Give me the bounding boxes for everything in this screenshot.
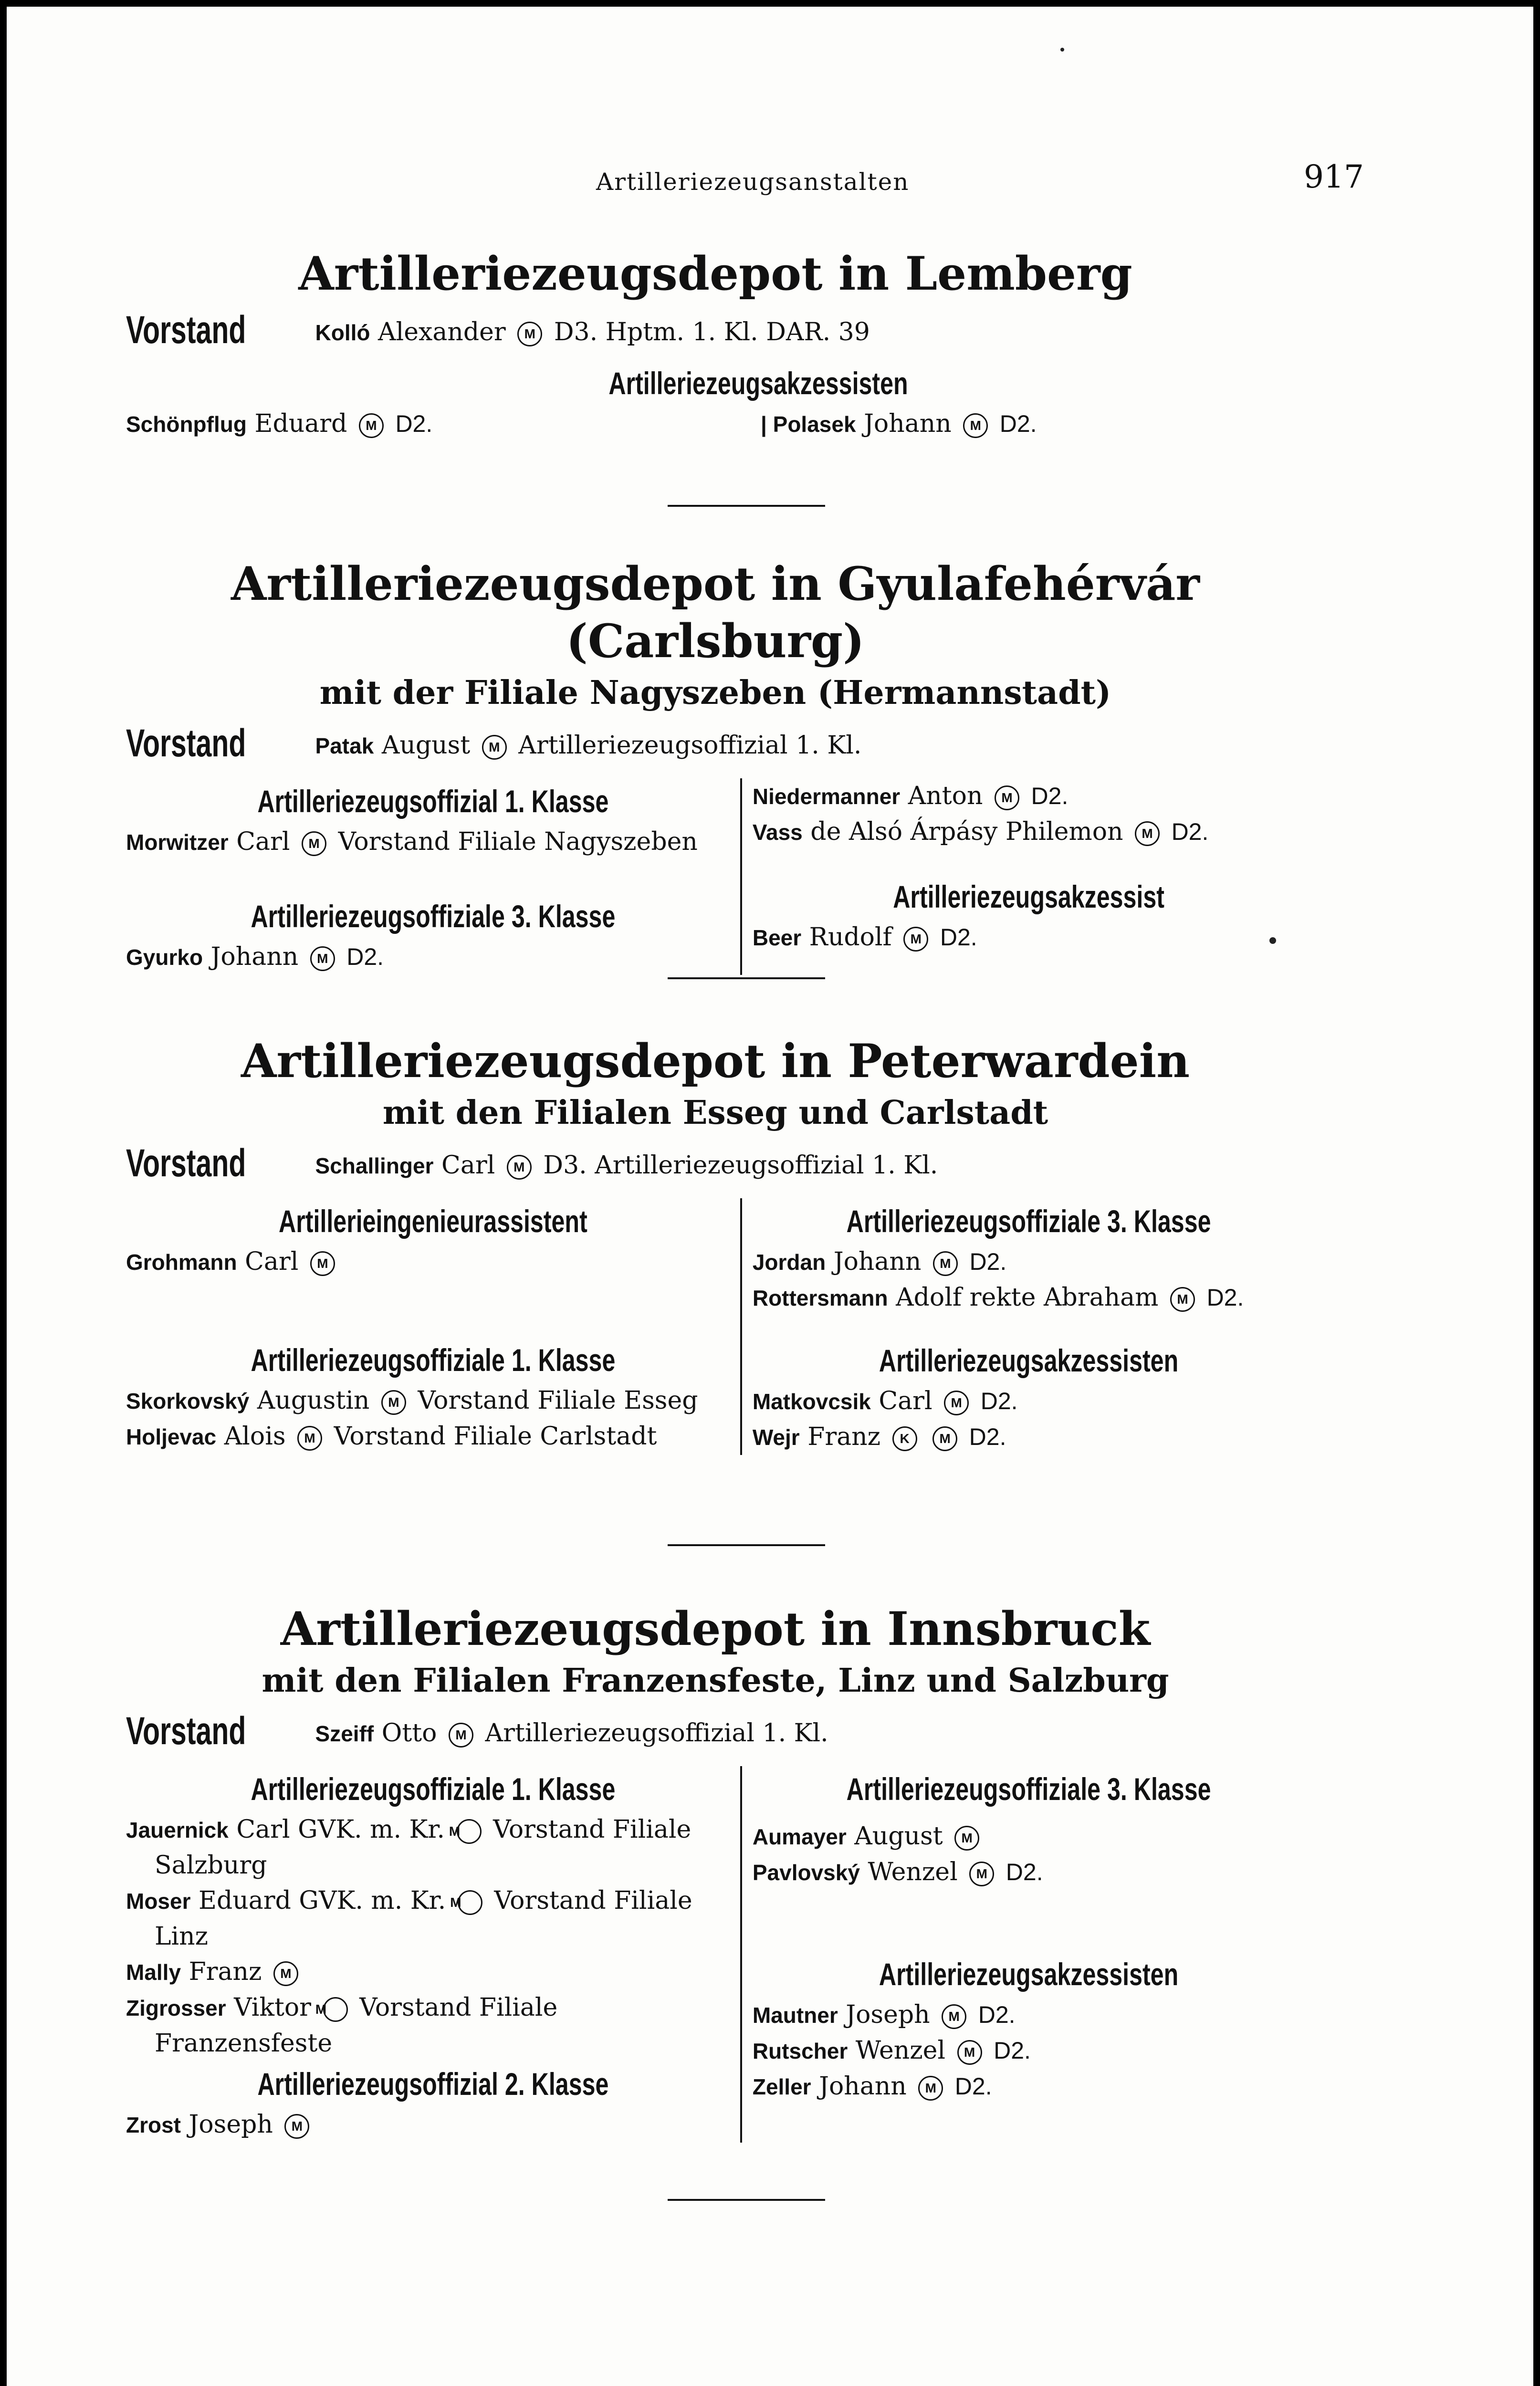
- category-heading: Artilleriezeugsoffiziale 3. Klasse: [251, 899, 616, 934]
- firstname: Adolf rekte Abraham: [896, 1283, 1159, 1312]
- firstname: Franz: [807, 1423, 881, 1451]
- remark: Vorstand Filiale Salzburg: [155, 1815, 691, 1880]
- section-peterwardein: [126, 1033, 1305, 1455]
- military-merit-icon: M: [323, 1997, 348, 2022]
- firstname: Wenzel: [868, 1858, 958, 1886]
- surname: Wejr: [752, 1425, 800, 1450]
- section-gyulafehervar: [126, 555, 1305, 975]
- list-item: [742, 406, 1037, 442]
- list-item: [126, 1990, 740, 2061]
- vorstand-line: [126, 724, 1305, 765]
- military-merit-icon: M: [310, 946, 335, 971]
- right-column: [742, 778, 1305, 975]
- surname: Pavlovský: [752, 1860, 860, 1885]
- grade-code: D2.: [978, 2001, 1016, 2028]
- section-innsbruck: [126, 1601, 1305, 2143]
- list-item: [753, 1854, 1305, 1890]
- section-subtitle: mit den Filialen Franzensfeste, Linz und Salzburg: [262, 1662, 1169, 1700]
- right-column: [742, 1766, 1305, 2143]
- spacer: [753, 850, 1305, 874]
- two-column-list: [126, 778, 1305, 975]
- remark: Vorstand Filiale Franzensfeste: [155, 1993, 558, 2058]
- category-heading: Artilleriezeugsakzessisten: [879, 1957, 1179, 1992]
- list-item: [126, 1883, 740, 1954]
- grade-code: D2.: [1171, 818, 1209, 845]
- firstname: Carl GVK. m. Kr.: [236, 1815, 445, 1844]
- two-column-list: [126, 1198, 1305, 1455]
- section-title: Artilleriezeugsdepot in Lemberg: [298, 247, 1132, 301]
- vorstand-rank: Artilleriezeugsoffizial 1. Kl.: [518, 731, 862, 760]
- list-item: [753, 2033, 1305, 2069]
- military-merit-icon: M: [957, 2040, 982, 2065]
- grade-code: D2.: [954, 2073, 992, 2100]
- list-item: [126, 2107, 740, 2143]
- firstname: August: [854, 1822, 943, 1851]
- firstname: Carl: [879, 1387, 932, 1415]
- surname: Niedermanner: [752, 784, 901, 809]
- vorstand-surname: Patak: [315, 733, 374, 758]
- page-number: 917: [1304, 158, 1364, 195]
- vorstand-line: [126, 1709, 1305, 1753]
- section-subtitle: mit den Filialen Esseg und Carlstadt: [382, 1094, 1048, 1132]
- vorstand-firstname: Carl: [441, 1151, 495, 1180]
- firstname: Wenzel: [855, 2036, 946, 2065]
- remark: Vorstand Filiale Esseg: [418, 1386, 698, 1415]
- vorstand-firstname: Otto: [381, 1719, 437, 1748]
- military-merit-icon: M: [449, 1723, 473, 1748]
- firstname: Alois: [224, 1422, 286, 1451]
- grade-code: D2.: [969, 1248, 1007, 1275]
- two-column-list: [126, 1766, 1305, 2143]
- firstname: Rudolf: [809, 923, 892, 952]
- list-item: [753, 814, 1305, 850]
- military-merit-icon: M: [903, 927, 928, 952]
- surname: Beer: [752, 925, 802, 950]
- category-heading: Artilleriezeugsoffiziale 3. Klasse: [846, 1771, 1211, 1807]
- category-heading: Artilleriezeugsoffizial 2. Klasse: [257, 2066, 609, 2102]
- military-merit-icon: M: [1135, 821, 1160, 846]
- military-merit-icon: M: [918, 2076, 943, 2101]
- running-head: Artilleriezeugsanstalten: [596, 168, 910, 196]
- surname: Mally: [126, 1960, 181, 1985]
- surname: Skorkovský: [126, 1389, 250, 1413]
- section-lemberg: [126, 245, 1305, 442]
- list-item: [126, 1244, 740, 1280]
- remark: Vorstand Filiale Linz: [155, 1886, 692, 1951]
- list-item: [126, 939, 740, 975]
- remark: Vorstand Filiale Nagyszeben: [338, 827, 698, 856]
- firstname: Augustin: [257, 1386, 370, 1415]
- spacer: [753, 1890, 1305, 1951]
- military-merit-icon: M: [1170, 1287, 1195, 1312]
- military-merit-icon: M: [273, 1961, 298, 1986]
- military-merit-icon: M: [458, 1890, 482, 1915]
- list-item: [126, 1812, 740, 1883]
- list-item: [753, 1280, 1305, 1316]
- entry-row: [126, 406, 1305, 442]
- grade-code: D2.: [999, 410, 1037, 437]
- section-divider: [668, 1544, 825, 1546]
- list-item: [126, 1419, 740, 1455]
- surname: Gyurko: [126, 945, 203, 970]
- surname: Mautner: [752, 2003, 838, 2028]
- firstname: Carl: [236, 827, 290, 856]
- grade-code: D2.: [1031, 783, 1069, 809]
- grade-code: D2.: [969, 1423, 1006, 1450]
- firstname: Franz: [189, 1957, 262, 1986]
- surname: | Polasek: [761, 412, 856, 437]
- list-item: [753, 1383, 1305, 1419]
- vorstand-surname: Schallinger: [315, 1153, 434, 1178]
- vorstand-firstname: Alexander: [378, 318, 506, 346]
- surname: Matkovcsik: [752, 1389, 871, 1414]
- vorstand-line: [126, 1141, 1305, 1185]
- list-item: [753, 1419, 1305, 1455]
- k-mark-icon: K: [892, 1426, 917, 1451]
- category-heading: Artilleriezeugsoffiziale 1. Klasse: [251, 1771, 616, 1807]
- section-subtitle: mit der Filiale Nagyszeben (Hermannstadt): [319, 674, 1111, 712]
- military-merit-icon: M: [969, 1862, 994, 1886]
- vorstand-surname: Kolló: [315, 320, 370, 345]
- firstname: Carl: [245, 1247, 299, 1276]
- surname: Grohmann: [126, 1250, 237, 1275]
- left-column: [126, 1198, 742, 1455]
- grade-code: D2.: [940, 924, 977, 951]
- list-item: [753, 920, 1305, 955]
- list-item: [753, 1819, 1305, 1854]
- category-heading: Artilleriezeugsakzessist: [893, 879, 1164, 914]
- military-merit-icon: M: [381, 1390, 406, 1415]
- military-merit-icon: M: [457, 1819, 482, 1844]
- vorstand-rank: D3. Artilleriezeugsoffizial 1. Kl.: [543, 1151, 938, 1180]
- surname: Morwitzer: [126, 830, 229, 855]
- firstname: Johann: [819, 2072, 907, 2101]
- section-title: Artilleriezeugsdepot in Gyulafehérvár (Carlsburg): [230, 557, 1200, 668]
- military-merit-icon: M: [932, 1426, 957, 1451]
- vorstand-label: Vorstand: [126, 722, 246, 765]
- military-merit-icon: M: [359, 413, 384, 438]
- military-merit-icon: M: [284, 2114, 309, 2139]
- military-merit-icon: M: [963, 413, 988, 438]
- surname: Zigrosser: [126, 1996, 226, 2020]
- military-merit-icon: M: [507, 1155, 532, 1180]
- category-heading: Artilleriezeugsoffiziale 1. Klasse: [251, 1342, 616, 1378]
- firstname: de Alsó Árpásy Philemon: [810, 817, 1123, 846]
- surname: Vass: [752, 820, 803, 845]
- list-item: [126, 1383, 740, 1419]
- category-heading: Artillerieingenieurassistent: [279, 1203, 587, 1239]
- spacer: [126, 860, 740, 893]
- surname: Rottersmann: [752, 1286, 888, 1310]
- category-heading: Artilleriezeugsakzessisten: [879, 1343, 1179, 1378]
- grade-code: D2.: [346, 943, 384, 970]
- military-merit-icon: M: [310, 1251, 335, 1276]
- spacer: [753, 1316, 1305, 1338]
- vorstand-label: Vorstand: [126, 1141, 246, 1185]
- firstname: Johann: [864, 409, 952, 438]
- list-item: [753, 778, 1305, 814]
- military-merit-icon: M: [944, 1391, 969, 1415]
- firstname: Eduard: [254, 409, 347, 438]
- vorstand-firstname: August: [381, 731, 471, 760]
- military-merit-icon: M: [517, 322, 542, 346]
- surname: Moser: [126, 1889, 191, 1914]
- grade-code: D2.: [1006, 1859, 1043, 1885]
- surname: Zrost: [126, 2113, 181, 2137]
- section-title: Artilleriezeugsdepot in Peterwardein: [241, 1034, 1190, 1088]
- military-merit-icon: M: [297, 1426, 322, 1451]
- vorstand-line: [126, 308, 1305, 352]
- grade-code: D2.: [980, 1388, 1018, 1414]
- category-heading: Artilleriezeugsakzessisten: [608, 366, 908, 401]
- surname: Jordan: [752, 1250, 826, 1275]
- surname: Aumayer: [752, 1824, 847, 1849]
- firstname: Viktor: [234, 1993, 312, 2022]
- left-column: [126, 778, 742, 975]
- list-item: [126, 406, 742, 442]
- grade-code: D2.: [395, 410, 433, 437]
- list-item: [753, 1244, 1305, 1280]
- surname: Rutscher: [752, 2039, 848, 2063]
- surname: Holjevac: [126, 1424, 217, 1449]
- section-divider: [668, 2199, 825, 2201]
- vorstand-label: Vorstand: [126, 308, 246, 352]
- section-divider: [668, 977, 825, 979]
- grade-code: D2.: [994, 2037, 1031, 2064]
- section-divider: [668, 505, 825, 507]
- firstname: Joseph: [189, 2110, 273, 2139]
- firstname: Joseph: [846, 2000, 930, 2029]
- paper-speck: [1060, 48, 1064, 52]
- paper-speck: [1269, 937, 1276, 944]
- military-merit-icon: M: [954, 1826, 979, 1851]
- vorstand-rank: Artilleriezeugsoffizial 1. Kl.: [485, 1719, 828, 1748]
- firstname: Eduard GVK. m. Kr.: [199, 1886, 446, 1915]
- vorstand-label: Vorstand: [126, 1709, 246, 1753]
- category-heading: Artilleriezeugsoffizial 1. Klasse: [257, 784, 609, 819]
- grade-code: D2.: [1206, 1284, 1244, 1311]
- section-title: Artilleriezeugsdepot in Innsbruck: [280, 1602, 1151, 1656]
- list-item: [126, 824, 740, 860]
- military-merit-icon: M: [942, 2004, 966, 2029]
- firstname: Johann: [210, 942, 299, 971]
- category-heading: Artilleriezeugsoffiziale 3. Klasse: [846, 1203, 1211, 1239]
- military-merit-icon: M: [995, 785, 1019, 810]
- military-merit-icon: M: [482, 735, 507, 760]
- list-item: [126, 1954, 740, 1990]
- military-merit-icon: M: [302, 831, 326, 856]
- list-item: [753, 2069, 1305, 2104]
- spacer: [126, 1280, 740, 1337]
- remark: Vorstand Filiale Carlstadt: [334, 1422, 657, 1451]
- firstname: Anton: [908, 782, 983, 810]
- vorstand-surname: Szeiff: [315, 1721, 374, 1746]
- right-column: [742, 1198, 1305, 1455]
- left-column: [126, 1766, 742, 2143]
- surname: Zeller: [752, 2074, 811, 2099]
- firstname: Johann: [833, 1247, 922, 1276]
- military-merit-icon: M: [933, 1251, 958, 1276]
- list-item: [753, 1997, 1305, 2033]
- surname: Schönpflug: [126, 412, 247, 437]
- vorstand-rank: D3. Hptm. 1. Kl. DAR. 39: [554, 318, 870, 346]
- surname: Jauernick: [126, 1818, 229, 1842]
